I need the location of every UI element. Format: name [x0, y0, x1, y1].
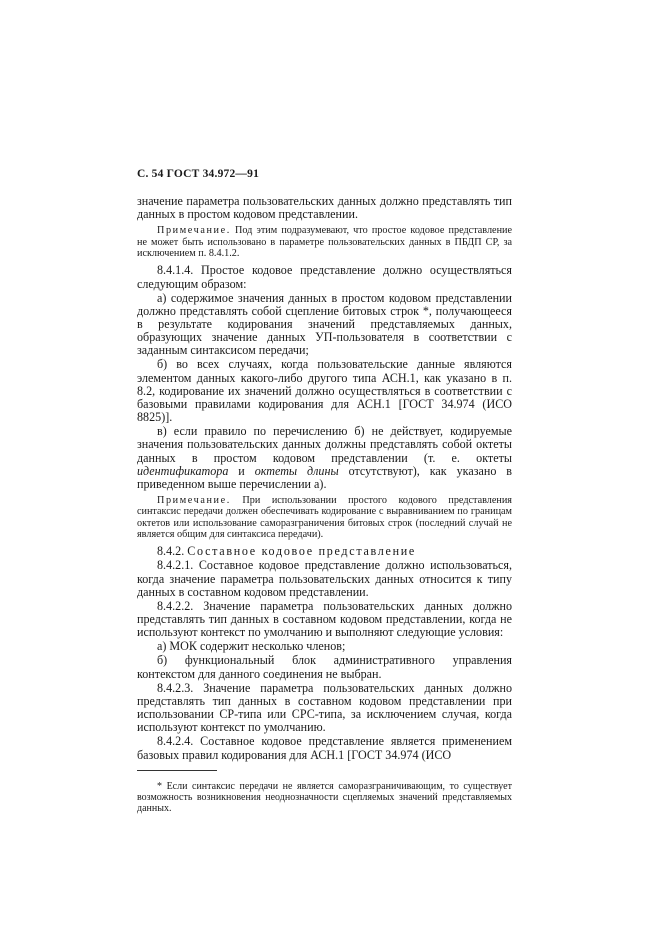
item-v [137, 425, 512, 491]
heading-title: Составное кодовое представление [187, 544, 416, 559]
note-text: При использовании простого кодового представления синтаксис передачи должен обеспечивать кодирование с выравниванием по границам октетов или использование саморазграничения битовых строк (последний случай не является общим для синтаксиса передачи). [137, 495, 512, 540]
item-v-text: в) если правило по перечислению б) не действует, кодируемые значения пользовательских данных должны представлять собой октеты данных в простом кодовом представлении (т. е. октеты [137, 424, 512, 465]
note-label: Примечание. [157, 495, 231, 507]
condition-b: б) функциональный блок административного управления контекстом для данного соединения не выбран. [137, 653, 512, 681]
paragraph-continued: значение параметра пользовательских данных должно представлять тип данных в простом кодовом представлении. [137, 194, 512, 222]
section-heading-8-4-2 [137, 545, 512, 558]
clause-8-4-2-4: 8.4.2.4. Составное кодовое представление является применением базовых правил кодирования для АСН.1 [ГОСТ 34.974 (ИСО [137, 734, 512, 762]
item-v-mid: и [228, 463, 255, 478]
footnote: * Если синтаксис передачи не является саморазграничивающим, то существует возможность возникновения неоднозначности сцепляемых значений представляемых данных. [137, 780, 512, 815]
note-label: Примечание. [157, 225, 231, 237]
heading-number: 8.4.2. [157, 544, 185, 559]
footnote-divider [137, 770, 217, 771]
note-2 [137, 495, 512, 540]
italic-term-identifier: идентификатора [137, 463, 229, 478]
clause-8-4-2-1: 8.4.2.1. Составное кодовое представление должно использоваться, когда значение параметра пользовательских данных относится к типу данных в составном кодовом представлении. [137, 558, 512, 599]
document-page [137, 168, 512, 824]
clause-8-4-1-4: 8.4.1.4. Простое кодовое представление должно осуществляться следующим образом: [137, 263, 512, 291]
condition-a: а) МОК содержит несколько членов; [157, 639, 346, 654]
page-header: С. 54 ГОСТ 34.972—91 [137, 168, 260, 180]
italic-term-length-octets: октеты длины [254, 463, 339, 478]
clause-8-4-2-2: 8.4.2.2. Значение параметра пользовательских данных должно представлять тип данных в составном кодовом представлении, когда не используют контекст по умолчанию и выполняют следующие условия: [137, 598, 512, 640]
item-b: б) во всех случаях, когда пользовательские данные являются элементом данных какого-либо другого типа АСН.1, как указано в п. 8.2, кодирование их значений должно осуществляться в соответствии с базовыми правилами кодирования для АСН.1 [ГОСТ 34.974 (ИСО 8825)]. [137, 357, 512, 425]
note-text: Под этим подразумевают, что простое кодовое представление не может быть использовано в параметре пользовательских данных в ПБДП СР, за исключением п. 8.4.1.2. [137, 225, 512, 260]
clause-8-4-2-3: 8.4.2.3. Значение параметра пользовательских данных должно представлять тип данных в составном кодовом представлении при использовании СР-типа или СРС-типа, за исключением случая, когда используют контекст по умолчанию. [137, 680, 512, 735]
note-1 [137, 225, 512, 259]
item-a: а) содержимое значения данных в простом кодовом представлении должно представлять собой сцепление битовых строк *, получающееся в результате кодирования значений представляемых данных, образующих значение данных УП-пользователя в соответствии с заданным синтаксисом передачи; [137, 290, 512, 358]
item-v-rest: отсутствуют), как указано в приведенном выше перечислении а). [137, 463, 512, 491]
